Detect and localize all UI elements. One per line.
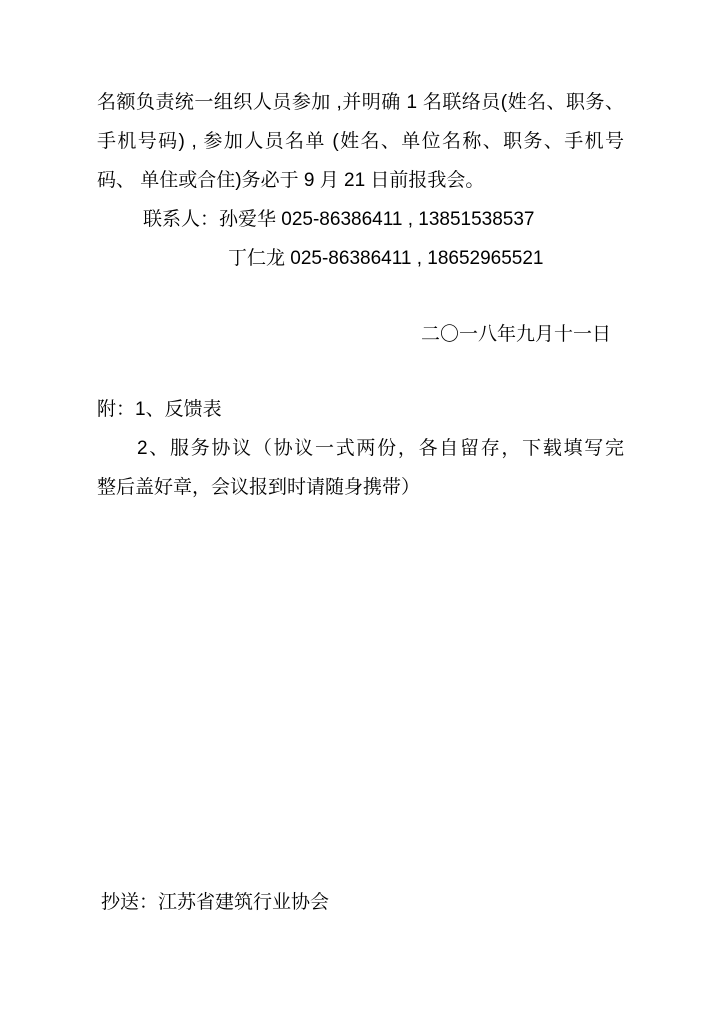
contact-line-2: 丁仁龙 025-86386411 , 18652965521 [228, 248, 544, 269]
attachment-line-1: 附：1、反馈表 [97, 399, 222, 420]
date-block [97, 315, 611, 354]
body-line-3: 码、 单住或合住)务必于 9 月 21 日前报我会。 [97, 170, 485, 191]
attachments-block [97, 390, 624, 507]
attachment-line-2: 2、服务协议（协议一式两份，各自留存，下载填写完 [137, 438, 624, 459]
attachment-line-3: 整后盖好章，会议报到时请随身携带） [97, 477, 421, 498]
contact-line-1: 联系人：孙爱华 025-86386411 , 13851538537 [143, 209, 535, 230]
body-line-2: 手机号码) , 参加人员名单 (姓名、单位名称、职务、手机号 [97, 131, 624, 152]
body-paragraph [97, 83, 624, 278]
cc-block [101, 883, 329, 922]
cc-line: 抄送：江苏省建筑行业协会 [101, 892, 330, 913]
document-date: 二〇一八年九月十一日 [420, 324, 611, 345]
body-line-1: 名额负责统一组织人员参加 ,并明确 1 名联络员(姓名、职务、 [97, 92, 624, 113]
